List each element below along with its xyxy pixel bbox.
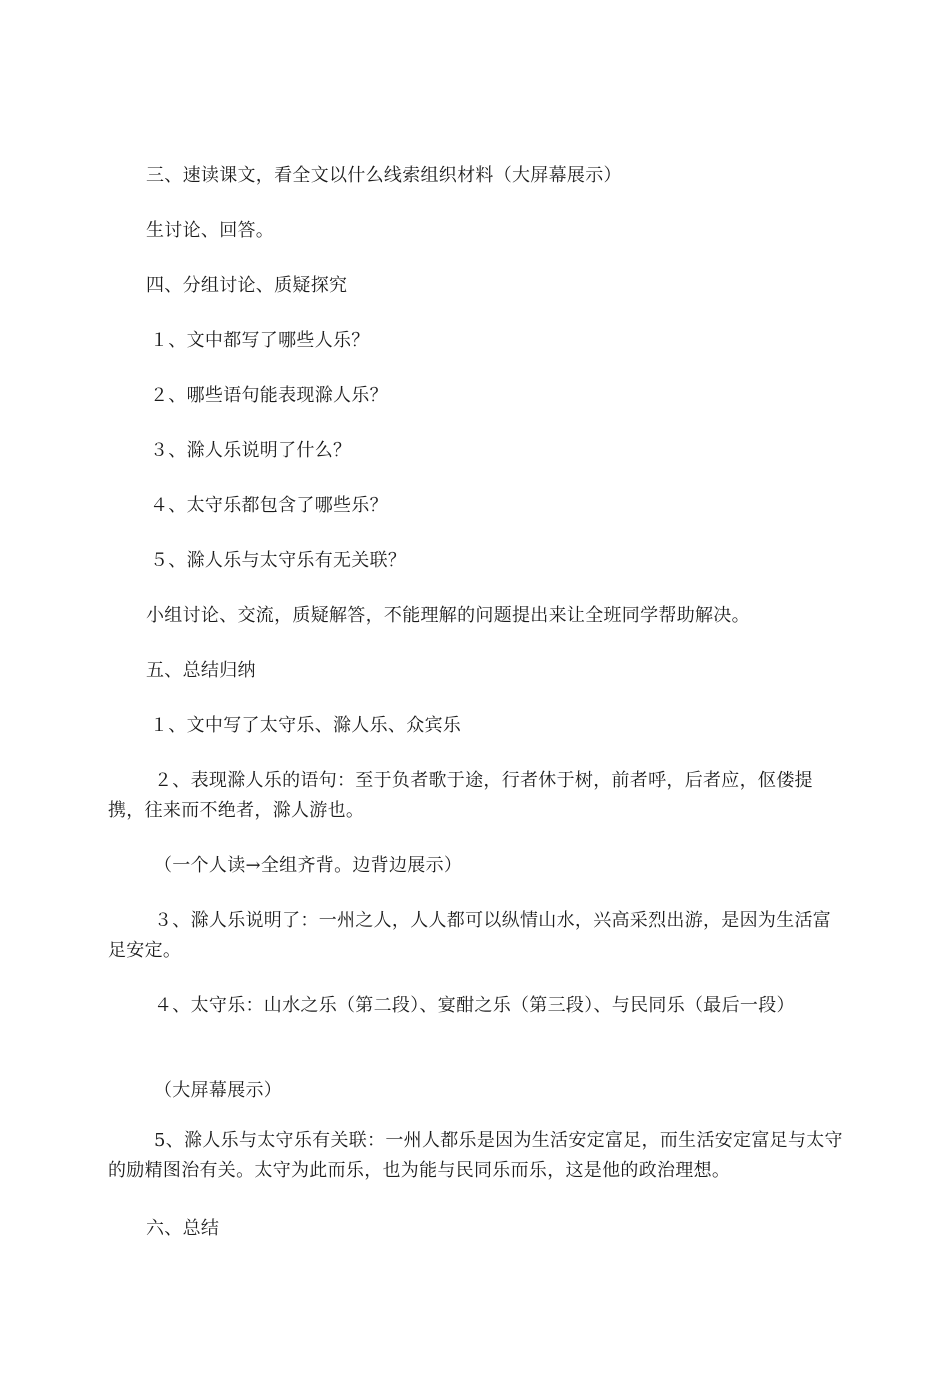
reading-note: （一个人读→全组齐背。边背边展示）: [154, 855, 463, 876]
answer-5: 5、滁人乐与太守乐有关联：一州人都乐是因为生活安定富足，而生活安定富足与太守的励精图治有关。太守为此而乐，也为能与民同乐而乐，这是他的政治理想。: [108, 1130, 843, 1181]
answer-3: ３、滁人乐说明了：一州之人，人人都可以纵情山水，兴高采烈出游，是因为生活富足安定。: [108, 910, 832, 961]
answer-4: ４、太守乐：山水之乐（第二段）、宴酣之乐（第三段）、与民同乐（最后一段）: [154, 995, 795, 1016]
answer-2: ２、表现滁人乐的语句：至于负者歌于途，行者休于树，前者呼，后者应，伛偻提携，往来而不绝者，滁人游也。: [108, 770, 813, 821]
section-six-heading: 六、总结: [146, 1218, 220, 1239]
paragraph-group-discussion: 小组讨论、交流，质疑解答，不能理解的问题提出来让全班同学帮助解决。: [146, 605, 750, 626]
question-4: ４、太守乐都包含了哪些乐？: [150, 495, 388, 516]
question-2: ２、哪些语句能表现滁人乐？: [150, 385, 388, 406]
big-screen-note: （大屏幕展示）: [154, 1080, 283, 1101]
section-four-heading: 四、分组讨论、质疑探究: [146, 275, 348, 296]
question-1: １、文中都写了哪些人乐？: [150, 330, 370, 351]
section-five-heading: 五、总结归纳: [146, 660, 256, 681]
question-3: ３、滁人乐说明了什么？: [150, 440, 352, 461]
paragraph-discuss-answer: 生讨论、回答。: [146, 220, 275, 241]
answer-1: １、文中写了太守乐、滁人乐、众宾乐: [150, 715, 462, 736]
section-three-heading: 三、速读课文，看全文以什么线索组织材料（大屏幕展示）: [146, 165, 622, 186]
question-5: ５、滁人乐与太守乐有无关联？: [150, 550, 407, 571]
